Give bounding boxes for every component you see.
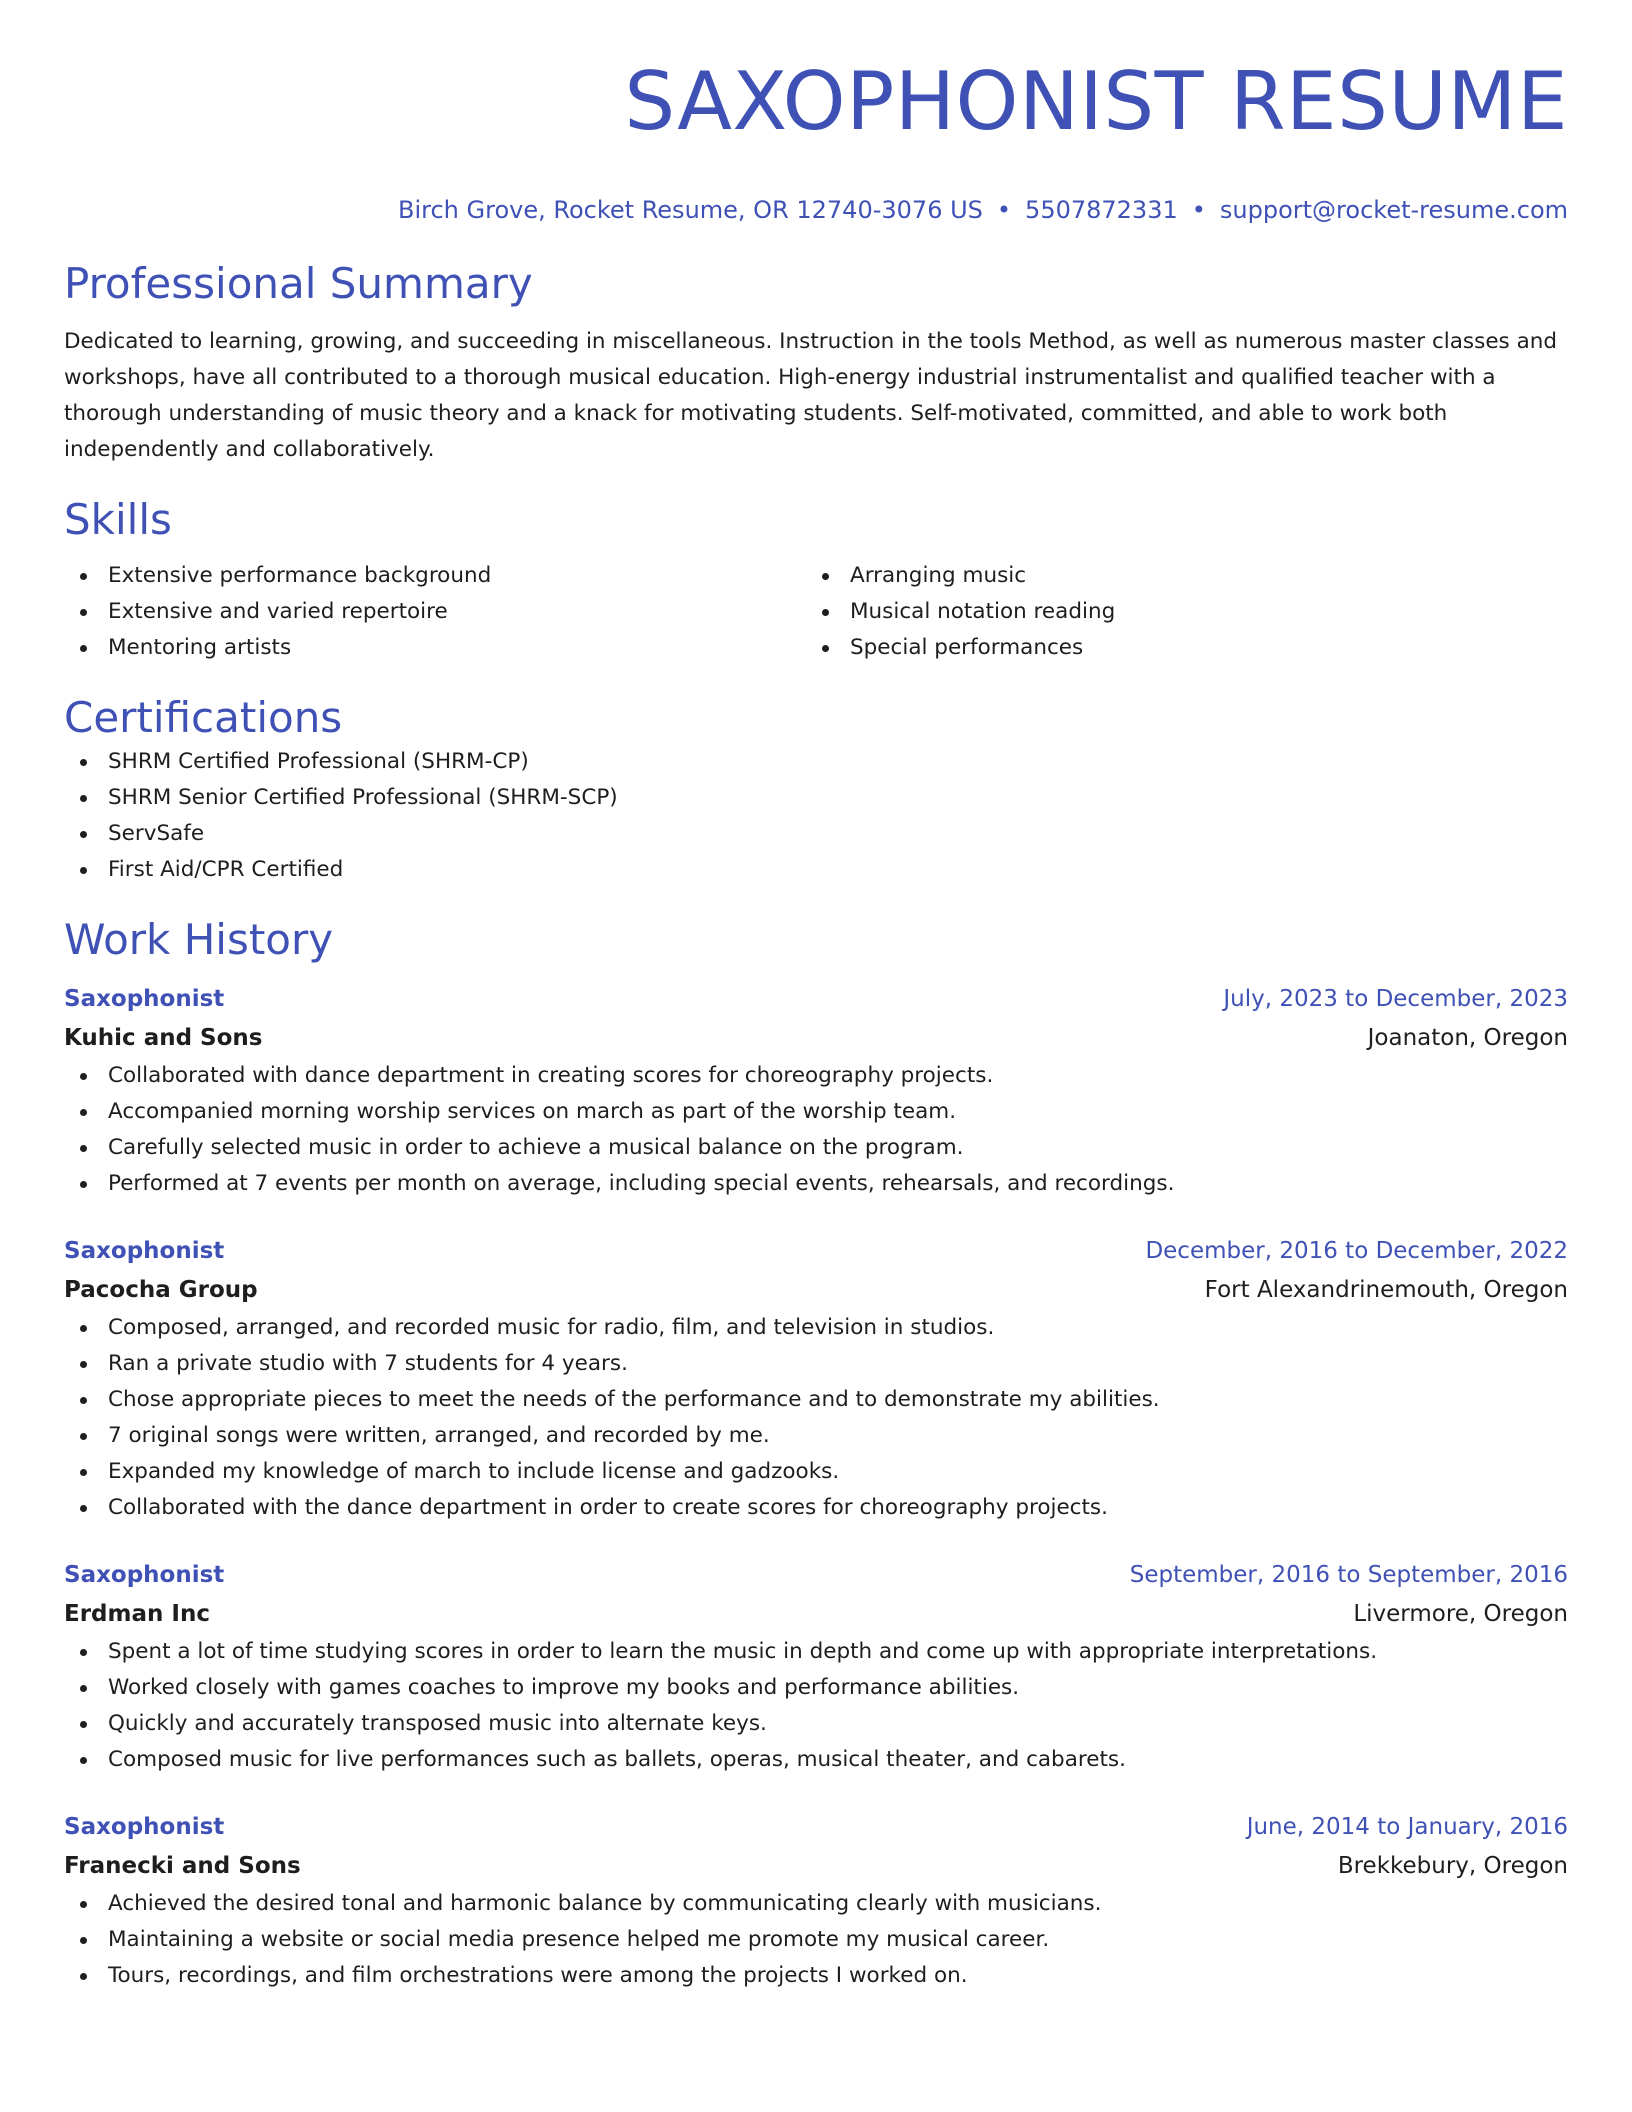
job-company-row — [64, 1019, 1568, 1058]
skill-item: Arranging music — [806, 558, 1548, 594]
job-bullet: Maintaining a website or social media presence helped me promote my musical career. — [64, 1922, 1568, 1958]
job-bullet: Spent a lot of time studying scores in order to learn the music in depth and come up with appropriate interpretations. — [64, 1634, 1568, 1670]
job-bullets — [64, 1634, 1568, 1778]
job-bullet: Quickly and accurately transposed music into alternate keys. — [64, 1706, 1568, 1742]
skill-item: Extensive and varied repertoire — [64, 594, 806, 630]
job-bullets — [64, 1310, 1568, 1526]
certifications-section — [64, 692, 1568, 888]
contact-separator: • — [1191, 196, 1206, 224]
job-title-row — [64, 980, 1568, 1019]
job-title-row — [64, 1808, 1568, 1847]
job-title-row — [64, 1556, 1568, 1595]
section-title: Certifications — [64, 693, 343, 742]
job-company: Franecki and Sons — [64, 1853, 301, 1879]
job-bullet: Ran a private studio with 7 students for 4 years. — [64, 1346, 1568, 1382]
job-company: Erdman Inc — [64, 1601, 210, 1627]
job-dates: July, 2023 to December, 2023 — [1223, 986, 1568, 1012]
skills-right-list — [806, 558, 1548, 666]
job-bullet: Tours, recordings, and film orchestrations were among the projects I worked on. — [64, 1958, 1568, 1994]
job-dates: December, 2016 to December, 2022 — [1145, 1238, 1568, 1264]
contact-address: Birch Grove, Rocket Resume, OR 12740-3076 US — [398, 196, 983, 224]
resume-title: SAXOPHONIST RESUME — [624, 55, 1568, 148]
job-location: Joanaton, Oregon — [1367, 1025, 1568, 1051]
certification-item: ServSafe — [64, 816, 1568, 852]
job-location: Brekkebury, Oregon — [1337, 1853, 1568, 1879]
skills-left-list — [64, 558, 806, 666]
job-entry — [64, 1808, 1568, 1994]
job-entry — [64, 1556, 1568, 1778]
job-bullet: Expanded my knowledge of march to include license and gadzooks. — [64, 1454, 1568, 1490]
contact-phone: 5507872331 — [1025, 196, 1178, 224]
job-bullet: 7 original songs were written, arranged, and recorded by me. — [64, 1418, 1568, 1454]
job-company: Pacocha Group — [64, 1277, 258, 1303]
contact-separator: • — [996, 196, 1012, 224]
professional-summary-section — [64, 258, 1568, 468]
certifications-list — [64, 744, 1568, 888]
job-company: Kuhic and Sons — [64, 1025, 263, 1051]
skill-item: Extensive performance background — [64, 558, 806, 594]
job-bullet: Composed music for live performances such as ballets, operas, musical theater, and cabarets. — [64, 1742, 1568, 1778]
summary-text: Dedicated to learning, growing, and succeeding in miscellaneous. Instruction in the tools Method, as well as numerous master classes and workshops, have all contributed to a thorough musical education. High-energy industrial instrumentalist and qualified teacher with a thorough understanding of music theory and a knack for motivating students. Self-motivated, committed, and able to work both independently and collaboratively. — [64, 329, 1558, 462]
job-title: Saxophonist — [64, 1238, 225, 1264]
certification-item: SHRM Senior Certified Professional (SHRM-SCP) — [64, 780, 1568, 816]
job-bullets — [64, 1058, 1568, 1202]
job-bullets — [64, 1886, 1568, 1994]
contact-email[interactable]: support@rocket-resume.com — [1219, 196, 1568, 224]
section-title: Skills — [64, 495, 172, 544]
job-location: Livermore, Oregon — [1353, 1601, 1568, 1627]
resume-header — [64, 52, 1568, 228]
job-dates: September, 2016 to September, 2016 — [1129, 1562, 1568, 1588]
skill-item: Mentoring artists — [64, 630, 806, 666]
job-dates: June, 2014 to January, 2016 — [1246, 1814, 1568, 1840]
skill-item: Musical notation reading — [806, 594, 1548, 630]
job-bullet: Carefully selected music in order to achieve a musical balance on the program. — [64, 1130, 1568, 1166]
job-entry — [64, 980, 1568, 1202]
job-bullet: Chose appropriate pieces to meet the needs of the performance and to demonstrate my abilities. — [64, 1382, 1568, 1418]
contact-line — [64, 192, 1568, 228]
job-bullet: Performed at 7 events per month on average, including special events, rehearsals, and recordings. — [64, 1166, 1568, 1202]
job-title: Saxophonist — [64, 1814, 225, 1840]
job-title: Saxophonist — [64, 1562, 225, 1588]
skills-grid — [64, 558, 1568, 666]
section-title: Professional Summary — [64, 259, 533, 308]
job-entry — [64, 1232, 1568, 1526]
job-company-row — [64, 1271, 1568, 1310]
job-location: Fort Alexandrinemouth, Oregon — [1204, 1277, 1568, 1303]
job-bullet: Collaborated with the dance department in order to create scores for choreography projects. — [64, 1490, 1568, 1526]
section-title: Work History — [64, 915, 334, 964]
certification-item: First Aid/CPR Certified — [64, 852, 1568, 888]
job-bullet: Accompanied morning worship services on march as part of the worship team. — [64, 1094, 1568, 1130]
job-title: Saxophonist — [64, 986, 225, 1012]
job-bullet: Achieved the desired tonal and harmonic balance by communicating clearly with musicians. — [64, 1886, 1568, 1922]
job-bullet: Worked closely with games coaches to improve my books and performance abilities. — [64, 1670, 1568, 1706]
job-bullet: Collaborated with dance department in creating scores for choreography projects. — [64, 1058, 1568, 1094]
skills-section — [64, 494, 1568, 666]
job-bullet: Composed, arranged, and recorded music for radio, film, and television in studios. — [64, 1310, 1568, 1346]
job-company-row — [64, 1595, 1568, 1634]
job-title-row — [64, 1232, 1568, 1271]
work-history-section — [64, 914, 1568, 1994]
certification-item: SHRM Certified Professional (SHRM-CP) — [64, 744, 1568, 780]
job-company-row — [64, 1847, 1568, 1886]
skill-item: Special performances — [806, 630, 1548, 666]
